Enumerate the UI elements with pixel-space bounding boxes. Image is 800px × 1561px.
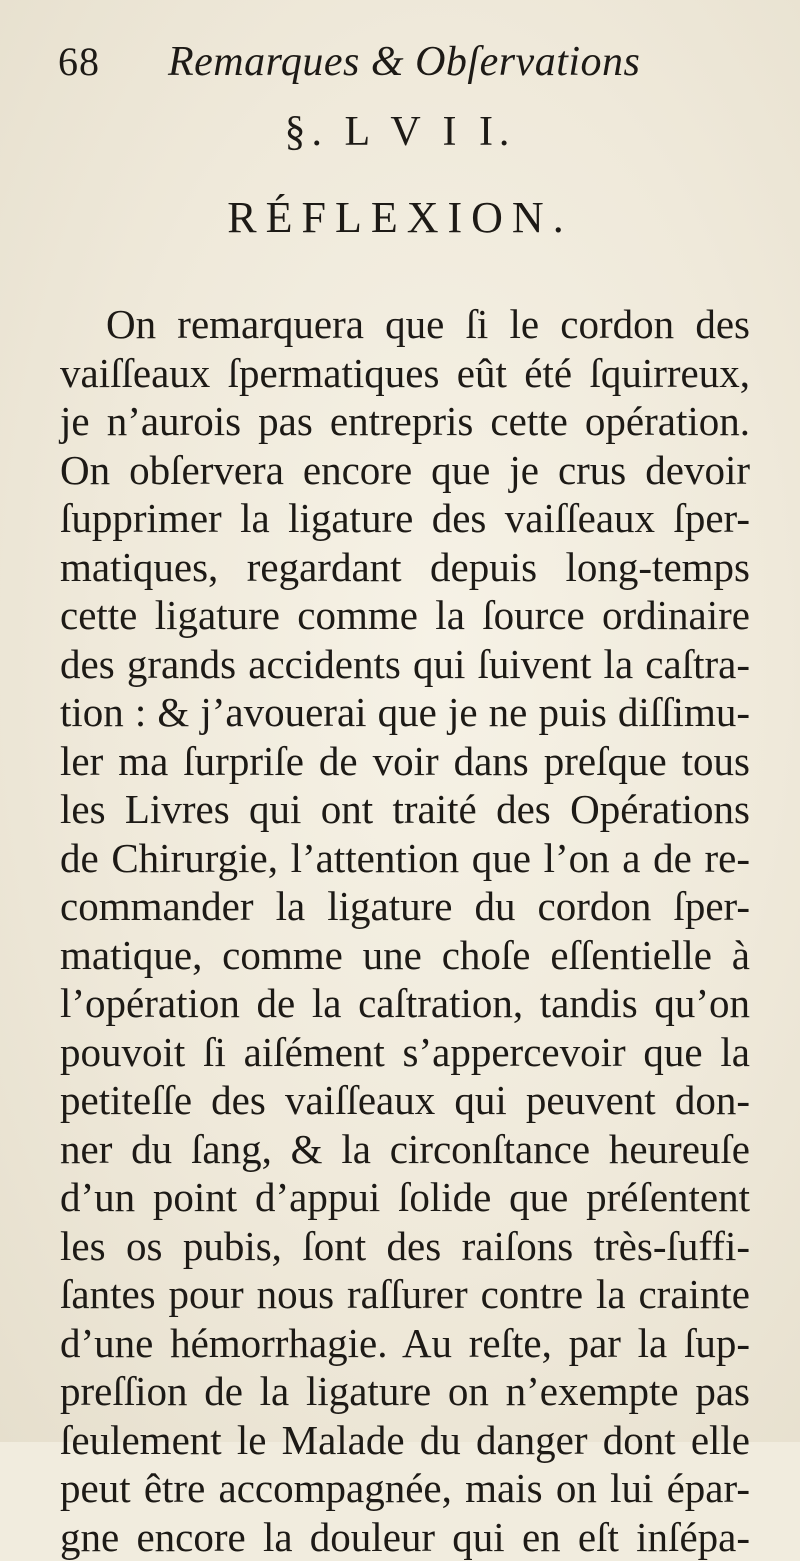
text-line: je n’aurois pas entrepris cette opération. (60, 397, 750, 446)
text-line: petiteſſe des vaiſſeaux qui peuvent don- (60, 1076, 750, 1125)
text-line: matiques, regardant depuis long-temps (60, 543, 750, 592)
running-head (58, 38, 760, 100)
text-line: gne encore la douleur qui en eſt inſépa- (60, 1513, 750, 1561)
text-line: ſupprimer la ligature des vaiſſeaux ſper- (60, 494, 750, 543)
text-line: pouvoit ſi aiſément s’appercevoir que la (60, 1028, 750, 1077)
text-line: d’une hémorrhagie. Au reſte, par la ſup- (60, 1319, 750, 1368)
text-line: ler ma ſurpriſe de voir dans preſque tous (60, 737, 750, 786)
section-number: §. L V I I. (0, 108, 800, 156)
text-line: preſſion de la ligature on n’exempte pas (60, 1367, 750, 1416)
text-line: d’un point d’appui ſolide que préſentent (60, 1173, 750, 1222)
text-line: les os pubis, ſont des raiſons très-ſuffi- (60, 1222, 750, 1271)
text-line: les Livres qui ont traité des Opérations (60, 785, 750, 834)
text-line: ner du ſang, & la circonſtance heureuſe (60, 1125, 750, 1174)
text-line: des grands accidents qui ſuivent la caſtra- (60, 640, 750, 689)
text-line: cette ligature comme la ſource ordinaire (60, 591, 750, 640)
text-line: commander la ligature du cordon ſper- (60, 882, 750, 931)
text-line: de Chirurgie, l’attention que l’on a de re- (60, 834, 750, 883)
text-line: peut être accompagnée, mais on lui épar- (60, 1464, 750, 1513)
text-line: ſantes pour nous raſſurer contre la crainte (60, 1270, 750, 1319)
section-title: RÉFLEXION. (0, 192, 800, 243)
text-line: ſeulement le Malade du danger dont elle (60, 1416, 750, 1465)
text-line: On remarquera que ſi le cordon des (60, 300, 750, 349)
body-paragraph (60, 300, 750, 1561)
page-number: 68 (58, 38, 168, 85)
running-title: Remarques & Obſervations (168, 38, 640, 86)
text-line: vaiſſeaux ſpermatiques eût été ſquirreux, (60, 349, 750, 398)
text-line: l’opération de la caſtration, tandis qu’on (60, 979, 750, 1028)
text-line: On obſervera encore que je crus devoir (60, 446, 750, 495)
text-line: matique, comme une choſe eſſentielle à (60, 931, 750, 980)
text-line: tion : & j’avouerai que je ne puis diſſimu- (60, 688, 750, 737)
